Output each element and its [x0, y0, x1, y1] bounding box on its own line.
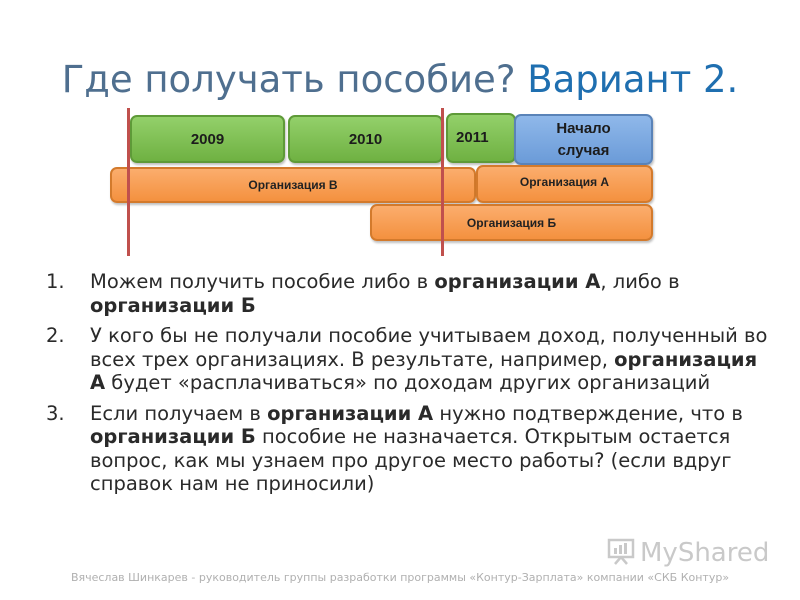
list-text: У кого бы не получали пособие учитываем доход, полученный во всех трех организациях. В результате, например,	[90, 324, 768, 371]
case-start-line2: случая	[557, 141, 610, 159]
list-bold: организации Б	[90, 293, 256, 317]
list-number: 1.	[46, 270, 65, 293]
org-a-bar	[476, 165, 653, 203]
list-bold: организация А	[90, 347, 758, 394]
year-2011-bar	[446, 113, 516, 163]
case-start-line1: Начало	[556, 119, 611, 137]
org-v-bar	[110, 167, 476, 203]
year-2010-bar	[288, 115, 443, 163]
org-label: Организация Б	[466, 215, 557, 230]
org-label: Организация В	[248, 178, 338, 192]
title-prefix: Где получать пособие?	[61, 58, 528, 101]
list-text: Если получаем в	[90, 401, 268, 425]
footer-caption: Вячеслав Шинкарев - руководитель группы разработки программы «Контур-Зарплата» компании «СКБ Контур»	[70, 571, 730, 584]
list-text: пособие не назначается. Открытым остается вопрос, как мы узнаем про другое место работы? (если вдруг справок нам не приносили)	[90, 425, 732, 495]
list-text: будет «расплачиваться» по доходам других организаций	[105, 371, 711, 394]
watermark	[606, 536, 769, 570]
list-bold: организации А	[434, 270, 601, 293]
year-label: 2009	[190, 130, 225, 148]
numbered-list	[46, 270, 776, 503]
year-label: 2011	[456, 129, 489, 146]
list-item	[46, 324, 776, 395]
list-text: нужно подтверждение, что в	[433, 401, 743, 425]
list-text: , либо в	[600, 270, 680, 293]
start-marker-line	[127, 108, 130, 256]
list-item	[46, 270, 776, 317]
case-start-box	[514, 114, 653, 165]
org-b-bar	[370, 204, 653, 241]
list-bold: организации А	[267, 401, 434, 425]
org-label: Организация А	[519, 175, 610, 189]
year-2009-bar	[130, 115, 285, 163]
list-text: Можем получить пособие либо в	[90, 270, 435, 293]
year-label: 2010	[348, 130, 383, 148]
watermark-text: MyShared	[640, 538, 770, 568]
slide-title	[0, 58, 800, 101]
list-number: 3.	[46, 401, 65, 425]
list-number: 2.	[46, 324, 65, 347]
list-bold: организации Б	[90, 425, 256, 448]
presentation-board-icon	[606, 536, 636, 570]
list-item	[46, 402, 776, 496]
end-marker-line	[441, 108, 444, 256]
title-accent: Вариант 2.	[527, 58, 739, 101]
